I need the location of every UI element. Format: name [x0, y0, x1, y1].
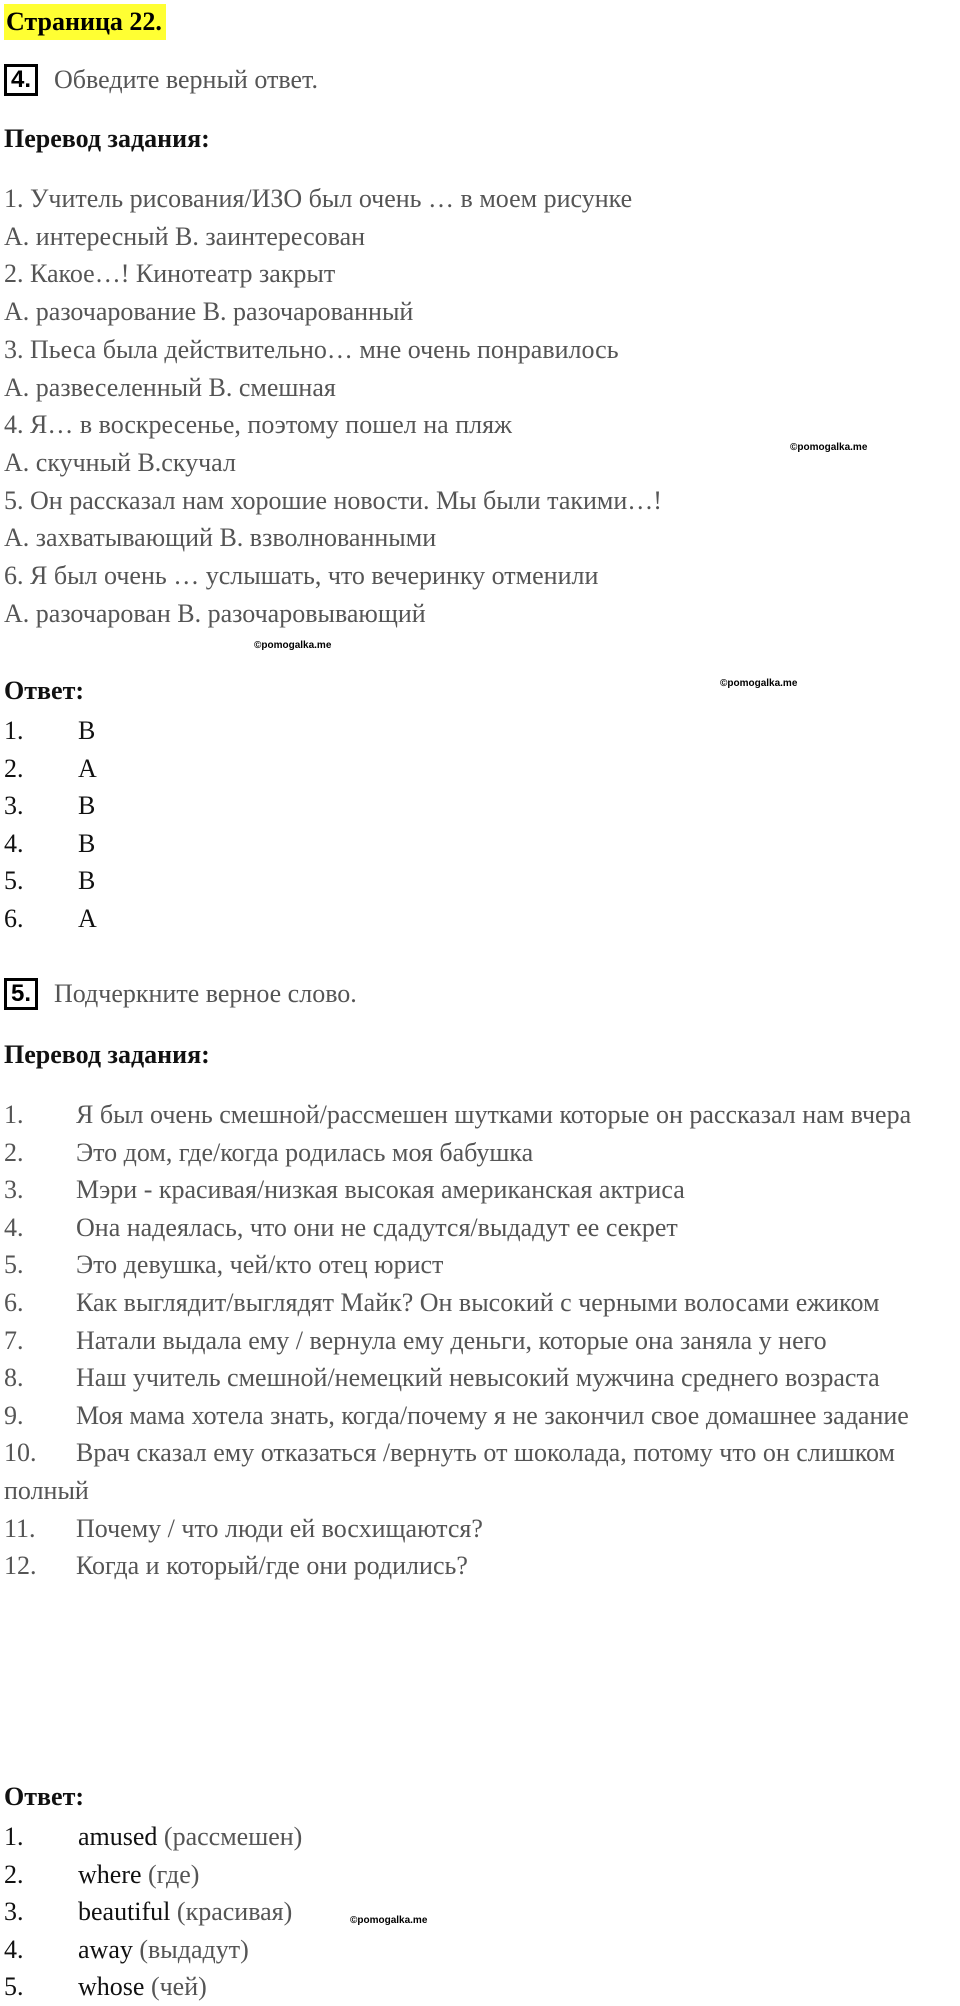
item-number: 4.	[4, 1212, 24, 1242]
item-number: 5.	[4, 1250, 24, 1280]
task5-translation-list	[4, 1096, 944, 1585]
task5-instruction: Подчеркните верное слово.	[54, 979, 357, 1008]
answer-number: 1.	[4, 1822, 24, 1851]
answer-value: B	[78, 866, 96, 895]
translation-line: А. скучный В.скучал	[4, 447, 236, 477]
item-text: Мэри - красивая/низкая высокая американская актриса	[76, 1175, 685, 1205]
translation-item	[4, 1209, 944, 1247]
item-number: 10.	[4, 1438, 37, 1468]
answer-item	[4, 1931, 302, 1969]
answer-number: 4.	[4, 828, 24, 858]
translation-item	[4, 1284, 944, 1322]
translation-line: А. развеселенный В. смешная	[4, 372, 336, 402]
page-title: Страница 22.	[4, 4, 166, 40]
answer-english: away	[78, 1934, 133, 1964]
answer-item	[4, 750, 97, 788]
answer-english: whose	[78, 1972, 145, 2001]
answer-number: 3.	[4, 791, 24, 820]
answer-item	[4, 862, 97, 900]
item-number: 3.	[4, 1175, 24, 1205]
item-text: Она надеялась, что они не сдадутся/выдадут ее секрет	[76, 1212, 678, 1242]
item-text: Это дом, где/когда родилась моя бабушка	[76, 1137, 534, 1167]
answer-russian: (рассмешен)	[163, 1822, 303, 1851]
answer-item	[4, 1818, 302, 1856]
item-text: Врач сказал ему отказаться /вернуть от шоколада, потому что он слишком полный	[4, 1438, 895, 1505]
watermark: ©pomogalka.me	[254, 640, 332, 651]
translation-line: 1. Учитель рисования/ИЗО был очень … в моем рисунке	[4, 184, 633, 213]
item-number: 8.	[4, 1363, 24, 1393]
translation-item	[4, 1359, 944, 1397]
task5-answer-heading: Ответ:	[4, 1782, 85, 1811]
translation-line: 4. Я… в воскресенье, поэтому пошел на пляж	[4, 410, 513, 440]
translation-line: 6. Я был очень … услышать, что вечеринку отменили	[4, 561, 599, 591]
answer-english: amused	[78, 1822, 158, 1851]
translation-line: А. разочарован В. разочаровывающий	[4, 598, 426, 628]
task4-instruction: Обведите верный ответ.	[54, 65, 318, 94]
answer-number: 1.	[4, 716, 24, 745]
item-text: Когда и который/где они родились?	[76, 1551, 468, 1581]
item-number: 9.	[4, 1400, 24, 1430]
task5-translation-heading: Перевод задания:	[4, 1040, 210, 1069]
translation-line: 3. Пьеса была действительно… мне очень понравилось	[4, 334, 619, 364]
item-text: Наш учитель смешной/немецкий невысокий мужчина среднего возраста	[76, 1363, 880, 1393]
answer-number: 5.	[4, 1972, 24, 2001]
item-number: 2.	[4, 1137, 24, 1167]
task4-translation-heading: Перевод задания:	[4, 124, 210, 153]
item-text: Я был очень смешной/рассмешен шутками которые он рассказал нам вчера	[76, 1100, 912, 1129]
answer-russian: (выдадут)	[139, 1934, 249, 1964]
watermark: ©pomogalka.me	[790, 442, 868, 453]
task5-header	[4, 978, 357, 1010]
translation-item	[4, 1134, 944, 1172]
answer-value: A	[78, 903, 97, 933]
task4-header	[4, 64, 318, 96]
task4-answer-heading: Ответ:	[4, 676, 85, 705]
item-number: 7.	[4, 1325, 24, 1355]
item-text: Это девушка, чей/кто отец юрист	[76, 1250, 444, 1280]
translation-item	[4, 1547, 944, 1585]
answer-value: B	[78, 791, 96, 820]
answer-item	[4, 1968, 302, 2006]
answer-english: where	[78, 1859, 142, 1889]
answer-item	[4, 712, 97, 750]
answer-value: A	[78, 753, 97, 783]
item-text: Как выглядит/выглядят Майк? Он высокий с черными волосами ежиком	[76, 1287, 880, 1317]
translation-item	[4, 1434, 944, 1509]
answer-number: 6.	[4, 903, 24, 933]
item-number: 6.	[4, 1287, 24, 1317]
answer-number: 2.	[4, 1859, 24, 1889]
answer-russian: (чей)	[150, 1972, 207, 2001]
answer-number: 4.	[4, 1934, 24, 1964]
item-number: 12.	[4, 1551, 37, 1581]
item-text: Почему / что люди ей восхищаются?	[76, 1513, 483, 1543]
task4-translation-list	[4, 180, 954, 632]
answer-russian: (красивая)	[176, 1897, 293, 1926]
answer-number: 3.	[4, 1897, 24, 1926]
task5-answer-list	[4, 1818, 302, 2006]
answer-item	[4, 900, 97, 938]
answer-item	[4, 1893, 302, 1931]
answer-value: B	[78, 828, 96, 858]
answer-english: beautiful	[78, 1897, 171, 1926]
item-number: 1.	[4, 1100, 24, 1129]
translation-item	[4, 1510, 944, 1548]
item-text: Натали выдала ему / вернула ему деньги, которые она заняла у него	[76, 1325, 827, 1355]
translation-item	[4, 1322, 944, 1360]
answer-item	[4, 787, 97, 825]
translation-line: А. интересный В. заинтересован	[4, 221, 366, 251]
item-number: 11.	[4, 1513, 36, 1543]
task5-number: 5.	[4, 978, 38, 1010]
answer-item	[4, 825, 97, 863]
answer-russian: (где)	[148, 1859, 200, 1889]
translation-line: 5. Он рассказал нам хорошие новости. Мы были такими…!	[4, 485, 662, 515]
answer-number: 5.	[4, 866, 24, 895]
translation-item	[4, 1096, 944, 1134]
watermark: ©pomogalka.me	[350, 1915, 428, 1926]
translation-line: А. захватывающий В. взволнованными	[4, 523, 437, 553]
translation-line: А. разочарование В. разочарованный	[4, 297, 414, 327]
translation-line: 2. Какое…! Кинотеатр закрыт	[4, 259, 336, 289]
answer-item	[4, 1856, 302, 1894]
item-text: Моя мама хотела знать, когда/почему я не закончил свое домашнее задание	[76, 1400, 909, 1430]
watermark: ©pomogalka.me	[720, 678, 798, 689]
answer-number: 2.	[4, 753, 24, 783]
translation-item	[4, 1397, 944, 1435]
answer-value: B	[78, 716, 96, 745]
translation-item	[4, 1171, 944, 1209]
translation-item	[4, 1246, 944, 1284]
task4-number: 4.	[4, 64, 38, 96]
task4-answer-list	[4, 712, 97, 937]
